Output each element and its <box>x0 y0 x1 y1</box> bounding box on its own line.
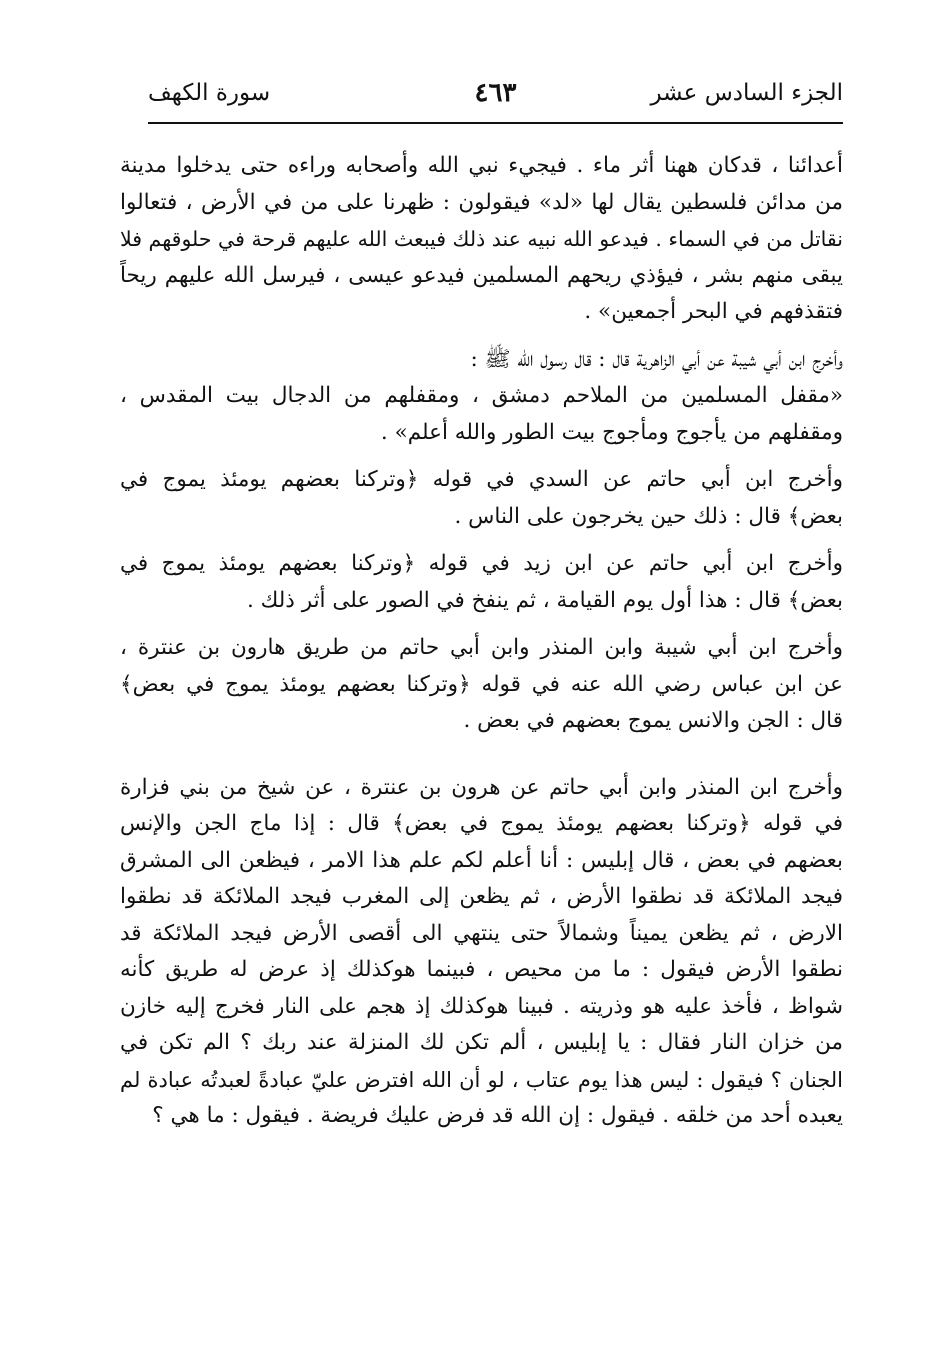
paragraph <box>120 546 843 619</box>
page-header <box>148 70 843 124</box>
paragraph <box>120 630 843 740</box>
text-line: فتقذفهم في البحر أجمعين» . <box>584 299 843 324</box>
text-line: الارض ، ثم يظعن يميناً وشمالاً حتى ينتهي الى أقصى الأرض فيجد الملائكة قد <box>120 920 843 946</box>
text-line: يبقى منهم بشر ، فيؤذي ريحهم المسلمين فيدعو عيسى ، فيرسل الله عليهم ريحاً <box>120 262 843 288</box>
text-line: بعضهم في بعض ، قال إبليس : أنا أعلم لكم علم هذا الامر ، فيظعن الى المشرق <box>120 847 843 873</box>
text-line: في قوله ﴿وتركنا بعضهم يومئذ يموج في بعض﴾ قال : إذا ماج الجن والإنس <box>120 811 843 836</box>
text-line: نطقوا الأرض فيقول : ما من محيص ، فبينما هوكذلك إذ عرض له طريق كأنه <box>120 957 843 982</box>
text-line: وأخرج ابن أبي حاتم عن السدي في قوله ﴿وتركنا بعضهم يومئذ يموج في <box>120 467 843 492</box>
text-line: بعض﴾ قال : ذلك حين يخرجون على الناس . <box>454 503 843 529</box>
text-line: نقاتل من في السماء . فيدعو الله نبيه عند ذلك فيبعث الله عليهم قرحة في حلوقهم فلا <box>120 227 843 251</box>
text-line: بعض﴾ قال : هذا أول يوم القيامة ، ثم ينفخ في الصور على أثر ذلك . <box>246 587 843 613</box>
text-line: عن ابن عباس رضي الله عنه في قوله ﴿وتركنا بعضهم يومئذ يموج في بعض﴾ <box>120 671 843 697</box>
text-line: أعدائنا ، قدكان ههنا أثر ماء . فيجيء نبي الله وأصحابه وراءه حتى يدخلوا مدينة <box>120 153 843 178</box>
paragraph <box>120 770 843 1135</box>
text-line: من مدائن فلسطين يقال لها «لد» فيقولون : ظهرنا على من في الأرض ، فتعالوا <box>120 189 843 215</box>
text-line: شواظ ، فأخذ عليه هو وذريته . فبينا هوكذلك إذ هجم على النار فخرج إليه خازن <box>120 993 843 1019</box>
text-line: يعبده أحد من خلقه . فيقول : إن الله قد فرض عليك فريضة . فيقول : ما هي ؟ <box>152 1103 843 1128</box>
surah-title: سورة الكهف <box>148 80 271 106</box>
paragraph <box>120 342 843 452</box>
text-line: وأخرج ابن أبي شيبة وابن المنذر وابن أبي حاتم من طريق هارون بن عنترة ، <box>120 635 843 660</box>
header-rule <box>148 122 843 124</box>
text-line: وأخرج ابن المنذر وابن أبي حاتم عن هرون بن عنترة ، عن شيخ من بني فزارة <box>120 774 843 800</box>
paragraph <box>120 462 843 535</box>
text-line: من خزان النار فقال : يا إبليس ، ألم تكن لك المنزلة عند ربك ؟ الم تكن في <box>120 1030 843 1055</box>
text-line: قال : الجن والانس يموج بعضهم في بعض . <box>463 708 843 733</box>
text-line: ومقفلهم من يأجوج ومأجوج بيت الطور والله أعلم» . <box>380 419 843 445</box>
page-number: ٤٦٣ <box>474 78 517 108</box>
text-line: وأخرج ابن أبي حاتم عن ابن زيد في قوله ﴿وتركنا بعضهم يومئذ يموج في <box>120 551 843 576</box>
part-title: الجزء السادس عشر <box>650 80 843 106</box>
text-line: «مقفل المسلمين من الملاحم دمشق ، ومقفلهم من الدجال بيت المقدس ، <box>120 383 843 408</box>
text-line: الجنان ؟ فيقول : ليس هذا يوم عتاب ، لو أن الله افترض عليّ عبادةً لعبدتُه عبادة لم <box>120 1067 843 1092</box>
body-text <box>120 148 843 1135</box>
paragraph <box>120 148 843 331</box>
text-line: فيجد الملائكة قد نطقوا الأرض ، ثم يظعن إلى المغرب فيجد الملائكة قد نطقوا <box>120 884 843 909</box>
text-line: وأخرج ابن أبي شيبة عن أبي الزاهرية قال : قال رسول الله ﷺ : <box>470 346 843 372</box>
